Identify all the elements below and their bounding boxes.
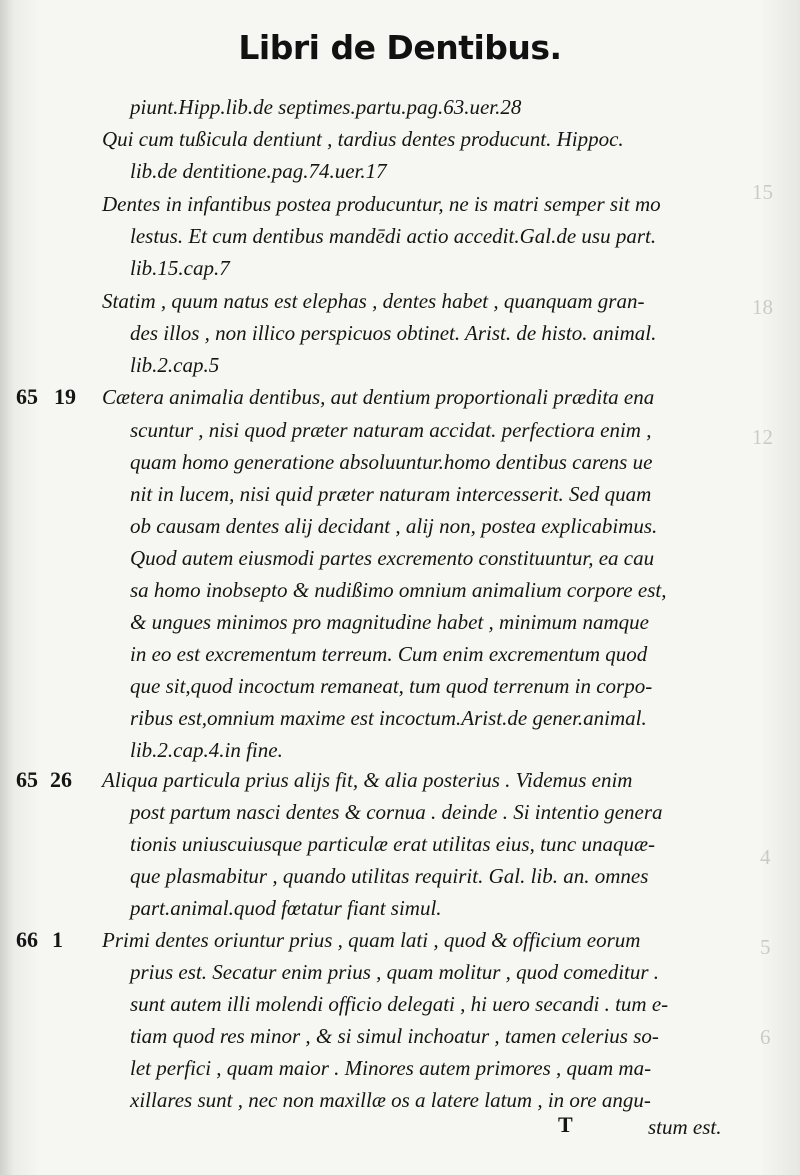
text-line: lestus. Et cum dentibus mandēdi actio accedit.Gal.de usu part. bbox=[130, 224, 657, 248]
text-line: xillares sunt , nec non maxillæ os a latere latum , in ore angu- bbox=[130, 1088, 651, 1112]
running-head: Libri de Dentibus. bbox=[238, 28, 562, 67]
text-line: lib.2.cap.4.in fine. bbox=[130, 738, 283, 762]
margin-line-ref: 1 bbox=[52, 927, 63, 952]
text-line: let perfici , quam maior . Minores autem primores , quam ma- bbox=[130, 1056, 652, 1080]
text-line: Qui cum tußicula dentiunt , tardius dentes producunt. Hippoc. bbox=[102, 127, 624, 151]
margin-page-ref: 65 bbox=[16, 767, 38, 792]
text-line: Dentes in infantibus postea producuntur, ne is matri semper sit mo bbox=[102, 192, 661, 216]
text-line: piunt.Hipp.lib.de septimes.partu.pag.63.uer.28 bbox=[130, 95, 522, 119]
text-line: in eo est excrementum terreum. Cum enim excrementum quod bbox=[130, 642, 648, 666]
margin-page-ref: 65 bbox=[16, 384, 38, 409]
text-line: des illos , non illico perspicuos obtinet. Arist. de histo. animal. bbox=[130, 321, 657, 345]
show-through-mark: 4 bbox=[760, 845, 771, 869]
text-line: Quod autem eiusmodi partes excremento constituuntur, ea cau bbox=[130, 546, 655, 570]
text-line: lib.2.cap.5 bbox=[130, 353, 220, 377]
text-line: Aliqua particula prius alijs fit, & alia posterius . Videmus enim bbox=[102, 768, 633, 792]
text-line: Cætera animalia dentibus, aut dentium proportionali prædita ena bbox=[102, 385, 655, 409]
text-line: quam homo generatione absoluuntur.homo dentibus carens ue bbox=[130, 450, 653, 474]
text-line: que plasmabitur , quando utilitas requirit. Gal. lib. an. omnes bbox=[130, 864, 649, 888]
text-line: & ungues minimos pro magnitudine habet , minimum namque bbox=[130, 610, 649, 634]
text-line: tionis uniuscuiusque particulæ erat utilitas eius, tunc unaquæ- bbox=[130, 832, 655, 856]
signature-mark: T bbox=[558, 1112, 573, 1137]
text-line: Statim , quum natus est elephas , dentes habet , quanquam gran- bbox=[102, 289, 645, 313]
text-line: tiam quod res minor , & si simul inchoatur , tamen celerius so- bbox=[130, 1024, 659, 1048]
text-line: ribus est,omnium maxime est incoctum.Arist.de gener.animal. bbox=[130, 706, 647, 730]
text-line: nit in lucem, nisi quid præter naturam intercesserit. Sed quam bbox=[130, 482, 652, 506]
margin-page-ref: 66 bbox=[16, 927, 38, 952]
show-through-mark: 18 bbox=[752, 295, 773, 319]
text-line: lib.de dentitione.pag.74.uer.17 bbox=[130, 159, 387, 183]
show-through-mark: 5 bbox=[760, 935, 771, 959]
text-line: ob causam dentes alij decidant , alij non, postea explicabimus. bbox=[130, 514, 658, 538]
text-line: que sit,quod incoctum remaneat, tum quod terrenum in corpo- bbox=[130, 674, 653, 698]
text-line: sa homo inobsepto & nudißimo omnium animalium corpore est, bbox=[130, 578, 667, 602]
text-line: prius est. Secatur enim prius , quam molitur , quod comeditur . bbox=[130, 960, 660, 984]
text-line: sunt autem illi molendi officio delegati , hi uero secandi . tum e- bbox=[130, 992, 669, 1016]
show-through-mark: 15 bbox=[752, 180, 773, 204]
margin-line-ref: 19 bbox=[54, 384, 76, 409]
text-line: Primi dentes oriuntur prius , quam lati , quod & officium eorum bbox=[102, 928, 641, 952]
text-line: post partum nasci dentes & cornua . deinde . Si intentio genera bbox=[130, 800, 663, 824]
text-line: stum est. bbox=[648, 1115, 722, 1139]
show-through-mark: 6 bbox=[760, 1025, 771, 1049]
text-line: part.animal.quod fœtatur fiant simul. bbox=[130, 896, 442, 920]
margin-line-ref: 26 bbox=[50, 767, 72, 792]
text-line: scuntur , nisi quod præter naturam accidat. perfectiora enim , bbox=[130, 418, 652, 442]
show-through-mark: 12 bbox=[752, 425, 773, 449]
text-line: lib.15.cap.7 bbox=[130, 256, 230, 280]
